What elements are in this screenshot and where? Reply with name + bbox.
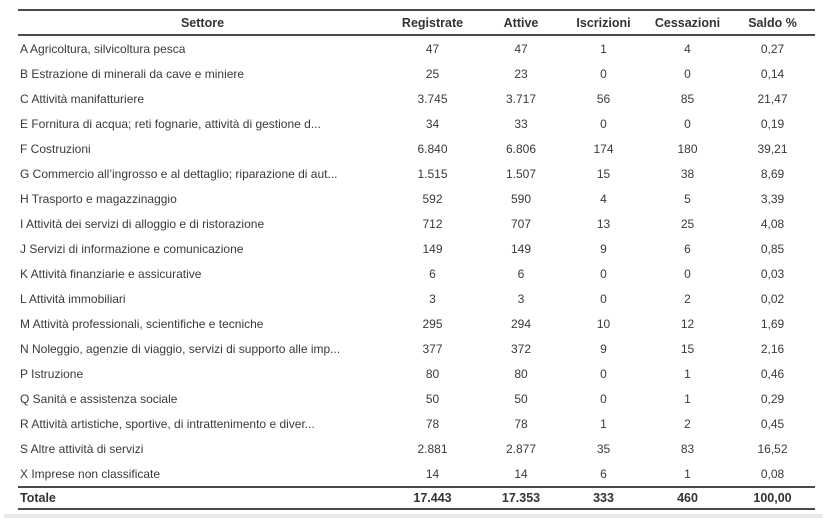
- registrate-cell: 14: [425, 466, 440, 481]
- header-row: [18, 10, 815, 35]
- registrate-cell: 47: [425, 41, 440, 56]
- iscrizioni-cell: 10: [596, 316, 611, 331]
- sector-cell: E Fornitura di acqua; reti fognarie, attività di gestione d...: [20, 116, 321, 131]
- sector-cell: G Commercio all’ingrosso e al dettaglio; riparazione di aut...: [20, 166, 338, 181]
- registrate-cell: 1.515: [417, 166, 448, 181]
- saldo-cell: 0,02: [760, 291, 785, 306]
- cessazioni-cell: 0: [684, 116, 691, 131]
- iscrizioni-cell: 6: [600, 466, 607, 481]
- iscrizioni-cell: 1: [600, 41, 607, 56]
- iscrizioni-cell: 174: [593, 141, 614, 156]
- column-header-iscrizioni: Iscrizioni: [576, 15, 631, 30]
- attive-cell: 50: [514, 391, 528, 406]
- cessazioni-cell: 5: [684, 191, 691, 206]
- registrate-cell: 377: [422, 341, 443, 356]
- sector-cell: L Attività immobiliari: [20, 291, 126, 306]
- saldo-cell: 0,46: [760, 366, 785, 381]
- iscrizioni-cell: 0: [600, 391, 607, 406]
- registrate-cell: 6.840: [417, 141, 448, 156]
- registrate-cell: 712: [422, 216, 443, 231]
- registrate-cell: 50: [425, 391, 440, 406]
- sector-cell: B Estrazione di minerali da cave e miniere: [20, 66, 245, 81]
- attive-cell: 707: [510, 216, 532, 231]
- attive-cell: 6: [517, 266, 525, 281]
- cessazioni-cell: 83: [680, 441, 695, 456]
- sector-cell: P Istruzione: [20, 366, 84, 381]
- saldo-cell: 3,39: [760, 191, 785, 206]
- total-attive-value: 17.353: [501, 491, 541, 505]
- saldo-cell: 0,27: [760, 41, 785, 56]
- iscrizioni-cell: 0: [600, 116, 607, 131]
- saldo-cell: 0,14: [760, 66, 785, 81]
- total-row: [18, 487, 815, 509]
- column-header-cessazioni: Cessazioni: [654, 15, 721, 30]
- table-row: [18, 111, 815, 136]
- attive-cell: 6.806: [505, 141, 537, 156]
- attive-cell: 149: [510, 241, 532, 256]
- sector-cell: K Attività finanziarie e assicurative: [20, 266, 202, 281]
- registrate-cell: 6: [429, 266, 436, 281]
- saldo-cell: 0,19: [760, 116, 785, 131]
- sector-cell: Q Sanità e assistenza sociale: [20, 391, 178, 406]
- sector-table: [18, 9, 815, 510]
- attive-cell: 1.507: [505, 166, 537, 181]
- cessazioni-cell: 1: [684, 391, 691, 406]
- attive-cell: 47: [514, 41, 528, 56]
- sector-cell: F Costruzioni: [20, 141, 91, 156]
- attive-cell: 33: [514, 116, 528, 131]
- attive-cell: 294: [510, 316, 532, 331]
- saldo-cell: 1,69: [760, 316, 785, 331]
- iscrizioni-cell: 1: [600, 416, 607, 431]
- saldo-cell: 16,52: [757, 441, 788, 456]
- sector-cell: H Trasporto e magazzinaggio: [20, 191, 177, 206]
- attive-cell: 3: [517, 291, 525, 306]
- saldo-cell: 0,29: [760, 391, 785, 406]
- total-saldo-value: 100,00: [753, 491, 792, 505]
- sector-cell: A Agricoltura, silvicoltura pesca: [20, 41, 186, 56]
- attive-cell: 78: [514, 416, 528, 431]
- cessazioni-cell: 0: [684, 66, 691, 81]
- attive-cell: 590: [510, 191, 532, 206]
- sector-cell: N Noleggio, agenzie di viaggio, servizi di supporto alle imp...: [20, 341, 341, 356]
- table-row: [18, 161, 815, 186]
- table-row: [18, 411, 815, 436]
- iscrizioni-cell: 4: [600, 191, 607, 206]
- sector-cell: J Servizi di informazione e comunicazione: [20, 241, 244, 256]
- column-header-settore: Settore: [180, 15, 225, 30]
- saldo-cell: 0,03: [760, 266, 785, 281]
- saldo-cell: 2,16: [760, 341, 785, 356]
- sector-cell: S Altre attività di servizi: [20, 441, 144, 456]
- table-row: [18, 35, 815, 61]
- attive-cell: 372: [510, 341, 532, 356]
- iscrizioni-cell: 35: [596, 441, 611, 456]
- iscrizioni-cell: 9: [600, 241, 607, 256]
- iscrizioni-cell: 56: [596, 91, 611, 106]
- registrate-cell: 80: [425, 366, 440, 381]
- sector-cell: R Attività artistiche, sportive, di intrattenimento e diver...: [20, 416, 315, 431]
- table-row: [18, 461, 815, 487]
- iscrizioni-cell: 0: [600, 66, 607, 81]
- sector-cell: M Attività professionali, scientifiche e tecniche: [20, 316, 264, 331]
- table-row: [18, 211, 815, 236]
- sector-cell: I Attività dei servizi di alloggio e di ristorazione: [20, 216, 265, 231]
- iscrizioni-cell: 13: [596, 216, 611, 231]
- cessazioni-cell: 2: [684, 416, 691, 431]
- cessazioni-cell: 1: [684, 466, 691, 481]
- iscrizioni-cell: 9: [600, 341, 607, 356]
- column-header-attive: Attive: [503, 15, 539, 30]
- registrate-cell: 149: [422, 241, 443, 256]
- registrate-cell: 3: [429, 291, 436, 306]
- total-cessazioni-value: 460: [677, 491, 698, 505]
- total-registrate-value: 17.443: [413, 491, 452, 505]
- cessazioni-cell: 25: [680, 216, 695, 231]
- registrate-cell: 592: [422, 191, 443, 206]
- registrate-cell: 295: [422, 316, 443, 331]
- table-row: [18, 386, 815, 411]
- saldo-cell: 0,85: [760, 241, 785, 256]
- iscrizioni-cell: 0: [600, 266, 607, 281]
- cessazioni-cell: 85: [680, 91, 695, 106]
- table-row: [18, 436, 815, 461]
- saldo-cell: 21,47: [757, 91, 788, 106]
- table-row: [18, 236, 815, 261]
- cessazioni-cell: 38: [680, 166, 695, 181]
- table-row: [18, 136, 815, 161]
- total-iscrizioni-value: 333: [593, 491, 614, 505]
- total-label: Totale: [20, 491, 56, 505]
- registrate-cell: 2.881: [417, 441, 448, 456]
- cessazioni-cell: 2: [684, 291, 691, 306]
- column-header-registrate: Registrate: [401, 15, 464, 30]
- saldo-cell: 0,45: [760, 416, 785, 431]
- attive-cell: 23: [514, 66, 528, 81]
- iscrizioni-cell: 0: [600, 291, 607, 306]
- table-row: [18, 86, 815, 111]
- saldo-cell: 39,21: [757, 141, 788, 156]
- registrate-cell: 34: [425, 116, 440, 131]
- cessazioni-cell: 15: [680, 341, 695, 356]
- cessazioni-cell: 4: [684, 41, 691, 56]
- table-body: [18, 35, 815, 487]
- iscrizioni-cell: 0: [600, 366, 607, 381]
- iscrizioni-cell: 15: [596, 166, 611, 181]
- attive-cell: 3.717: [505, 91, 537, 106]
- table-row: [18, 61, 815, 86]
- registrate-cell: 3.745: [417, 91, 448, 106]
- saldo-cell: 0,08: [760, 466, 785, 481]
- table-row: [18, 186, 815, 211]
- registrate-cell: 78: [425, 416, 440, 431]
- attive-cell: 14: [514, 466, 528, 481]
- sector-cell: X Imprese non classificate: [20, 466, 161, 481]
- table-row: [18, 311, 815, 336]
- table-row: [18, 286, 815, 311]
- cessazioni-cell: 0: [684, 266, 691, 281]
- table-row: [18, 361, 815, 386]
- bottom-edge-band: [4, 514, 823, 518]
- attive-cell: 80: [514, 366, 528, 381]
- cessazioni-cell: 12: [680, 316, 695, 331]
- saldo-cell: 4,08: [760, 216, 785, 231]
- cessazioni-cell: 6: [684, 241, 691, 256]
- saldo-cell: 8,69: [760, 166, 785, 181]
- table-row: [18, 336, 815, 361]
- sector-cell: C Attività manifatturiere: [20, 91, 145, 106]
- cessazioni-cell: 180: [677, 141, 698, 156]
- table-row: [18, 261, 815, 286]
- cessazioni-cell: 1: [684, 366, 691, 381]
- registrate-cell: 25: [425, 66, 440, 81]
- column-header-saldo: Saldo %: [748, 15, 797, 30]
- attive-cell: 2.877: [505, 441, 537, 456]
